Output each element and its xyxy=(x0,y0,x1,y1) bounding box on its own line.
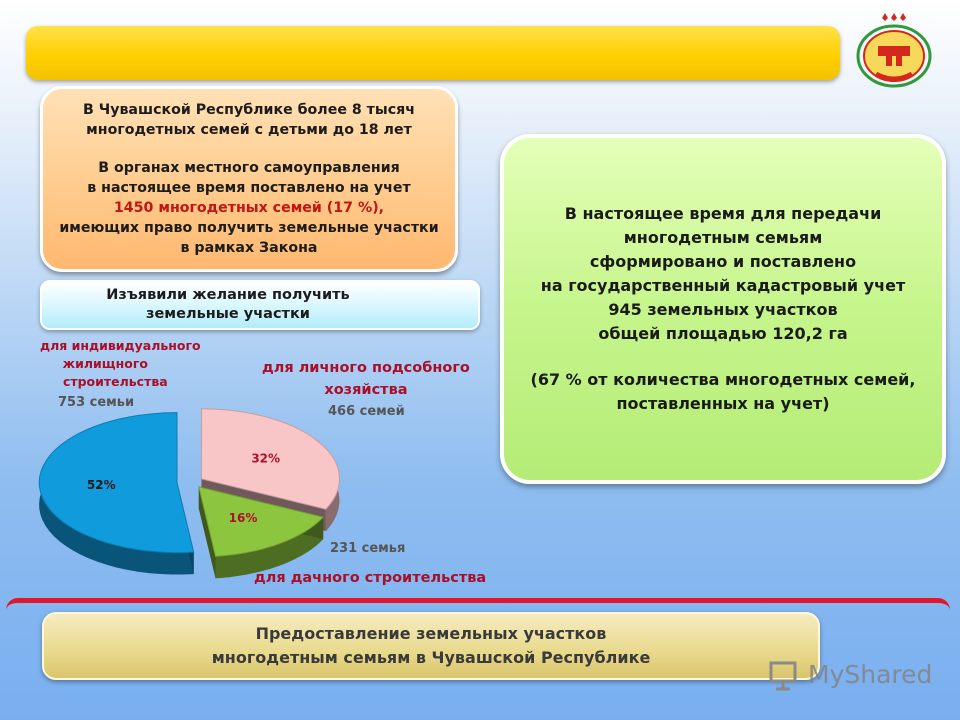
info-text: В настоящее время для передачи xyxy=(564,204,882,223)
slice-category-label xyxy=(262,357,470,401)
info-text: сформировано и поставлено xyxy=(589,252,857,271)
watermark xyxy=(768,654,933,698)
category-line: хозяйства xyxy=(324,382,408,398)
slice-category-label xyxy=(40,337,201,391)
info-text: в рамках Закона xyxy=(180,240,318,256)
category-line: для индивидуального xyxy=(40,338,201,353)
slice-count-label: 231 семья xyxy=(330,541,406,556)
slice-count-label: 466 семей xyxy=(328,404,405,419)
info-text: на государственный кадастровый учет xyxy=(540,276,906,295)
slice-percent-label: 32% xyxy=(251,451,281,466)
info-text: многодетных семей с детьми до 18 лет xyxy=(86,122,412,138)
info-text: многодетным семьям xyxy=(623,228,823,247)
header-text: Изъявили желание получить xyxy=(106,287,350,303)
slide-title-box xyxy=(42,612,820,680)
slice-percent-label: 52% xyxy=(86,477,116,492)
slice-category-label: для дачного строительства xyxy=(254,570,487,586)
info-text: (67 % от количества многодетных семей, xyxy=(530,370,916,389)
info-text: общей площадью 120,2 га xyxy=(598,324,848,343)
highlight-text: 1450 многодетных семей (17 %), xyxy=(113,200,385,216)
divider-line xyxy=(6,598,950,612)
slice-percent-label: 16% xyxy=(228,511,258,526)
info-text: в настоящее время поставлено на учет xyxy=(87,180,411,196)
info-text: имеющих право получить земельные участки xyxy=(59,220,439,236)
presentation-screen-icon xyxy=(768,658,802,692)
info-text: В органах местного самоуправления xyxy=(98,160,400,176)
info-text: В Чувашской Республике более 8 тысяч xyxy=(82,102,415,118)
info-text: поставленных на учет) xyxy=(616,394,830,413)
category-line: жилищного xyxy=(62,356,148,371)
watermark-text: MyShared xyxy=(808,660,933,689)
slice-count-label: 753 семьи xyxy=(58,395,135,410)
slide-title-text: многодетным семьям в Чувашской Республике xyxy=(211,648,651,667)
category-line: для личного подсобного xyxy=(262,360,470,376)
category-line: строительства xyxy=(62,374,168,389)
info-text: 945 земельных участков xyxy=(608,300,838,319)
header-text: земельные участки xyxy=(146,306,310,322)
slide-title-text: Предоставление земельных участков xyxy=(255,624,607,643)
